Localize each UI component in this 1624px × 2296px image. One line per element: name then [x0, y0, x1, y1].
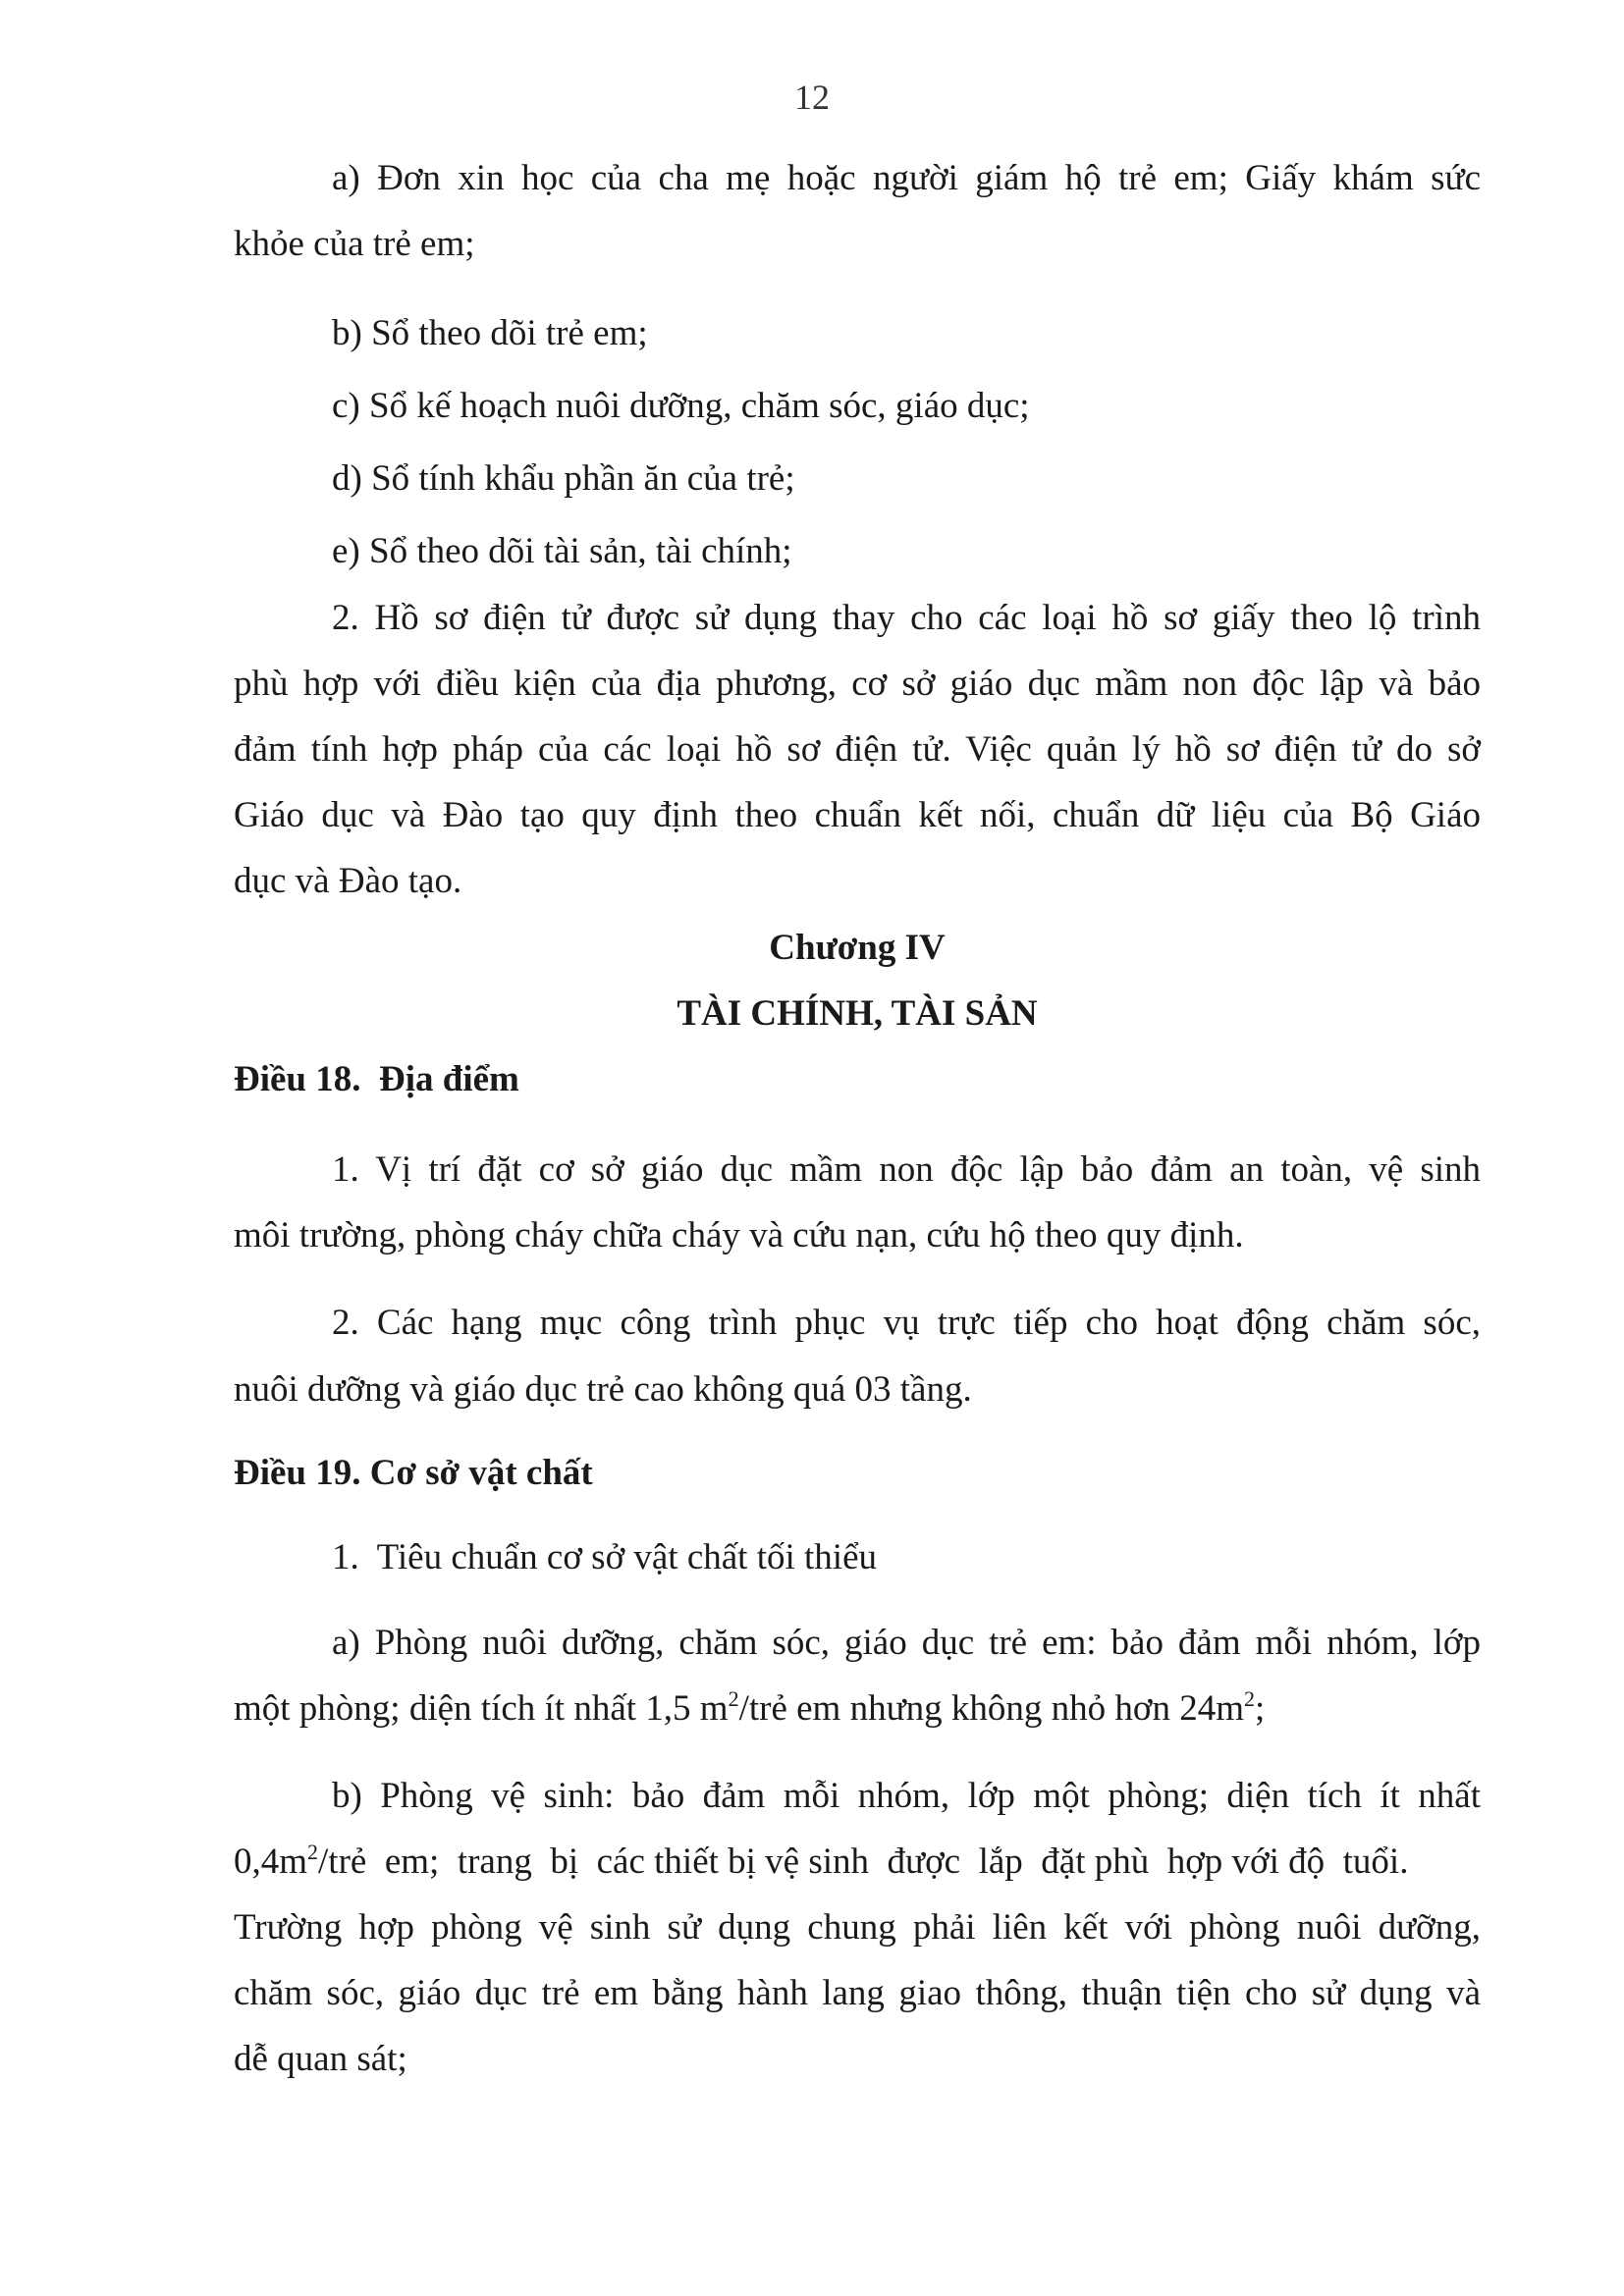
art19-a-line2: một phòng; diện tích ít nhất 1,5 $m^2$/trẻ em nhưng không nhỏ hơn $24m^2$; — [234, 1686, 1266, 1729]
item-e: e) Sổ theo dõi tài sản, tài chính; — [332, 531, 792, 571]
page-number: 12 — [794, 78, 830, 117]
para2-line1: 2. Hồ sơ điện tử được sử dụng thay cho các loại hồ sơ giấy theo lộ trình — [332, 598, 1481, 638]
chapter-heading: Chương IV — [769, 928, 946, 968]
art19-b-line2: $0,4m^2$/trẻ em; trang bị các thiết bị vệ sinh được lắp đặt phù hợp với độ tuổi. — [234, 1840, 1409, 1882]
art19-b-line1: b) Phòng vệ sinh: bảo đảm mỗi nhóm, lớp một phòng; diện tích ít nhất — [332, 1776, 1481, 1816]
item-b: b) Sổ theo dõi trẻ em; — [332, 313, 648, 353]
art18-item1-line1: 1. Vị trí đặt cơ sở giáo dục mầm non độc lập bảo đảm an toàn, vệ sinh — [332, 1149, 1481, 1190]
item-c: c) Sổ kế hoạch nuôi dưỡng, chăm sóc, giáo dục; — [332, 386, 1030, 426]
art18-item2-line2: nuôi dưỡng và giáo dục trẻ cao không quá 03 tầng. — [234, 1369, 972, 1410]
article-18-heading: Điều 18. Địa điểm — [234, 1059, 519, 1099]
art18-item1-line2: môi trường, phòng cháy chữa cháy và cứu nạn, cứu hộ theo quy định. — [234, 1215, 1244, 1255]
article-19-heading: Điều 19. Cơ sở vật chất — [234, 1453, 593, 1493]
art19-b-line4: chăm sóc, giáo dục trẻ em bằng hành lang giao thông, thuận tiện cho sử dụng và — [234, 1973, 1481, 2013]
para2-line3: đảm tính hợp pháp của các loại hồ sơ điện tử. Việc quản lý hồ sơ điện tử do sở — [234, 729, 1481, 770]
chapter-title: TÀI CHÍNH, TÀI SẢN — [677, 993, 1038, 1034]
para2-line5: dục và Đào tạo. — [234, 861, 462, 901]
para2-line4: Giáo dục và Đào tạo quy định theo chuẩn kết nối, chuẩn dữ liệu của Bộ Giáo — [234, 795, 1481, 835]
item-a-line2: khỏe của trẻ em; — [234, 224, 475, 264]
art19-b-line5: dễ quan sát; — [234, 2039, 407, 2079]
art19-b-line3: Trường hợp phòng vệ sinh sử dụng chung phải liên kết với phòng nuôi dưỡng, — [234, 1907, 1481, 1948]
art19-item1: 1. Tiêu chuẩn cơ sở vật chất tối thiểu — [332, 1537, 877, 1577]
item-a-line1: a) Đơn xin học của cha mẹ hoặc người giám hộ trẻ em; Giấy khám sức — [332, 158, 1481, 198]
para2-line2: phù hợp với điều kiện của địa phương, cơ sở giáo dục mầm non độc lập và bảo — [234, 664, 1481, 704]
item-d: d) Sổ tính khẩu phần ăn của trẻ; — [332, 458, 795, 499]
art19-a-line1: a) Phòng nuôi dưỡng, chăm sóc, giáo dục trẻ em: bảo đảm mỗi nhóm, lớp — [332, 1623, 1481, 1663]
art18-item2-line1: 2. Các hạng mục công trình phục vụ trực tiếp cho hoạt động chăm sóc, — [332, 1303, 1481, 1343]
